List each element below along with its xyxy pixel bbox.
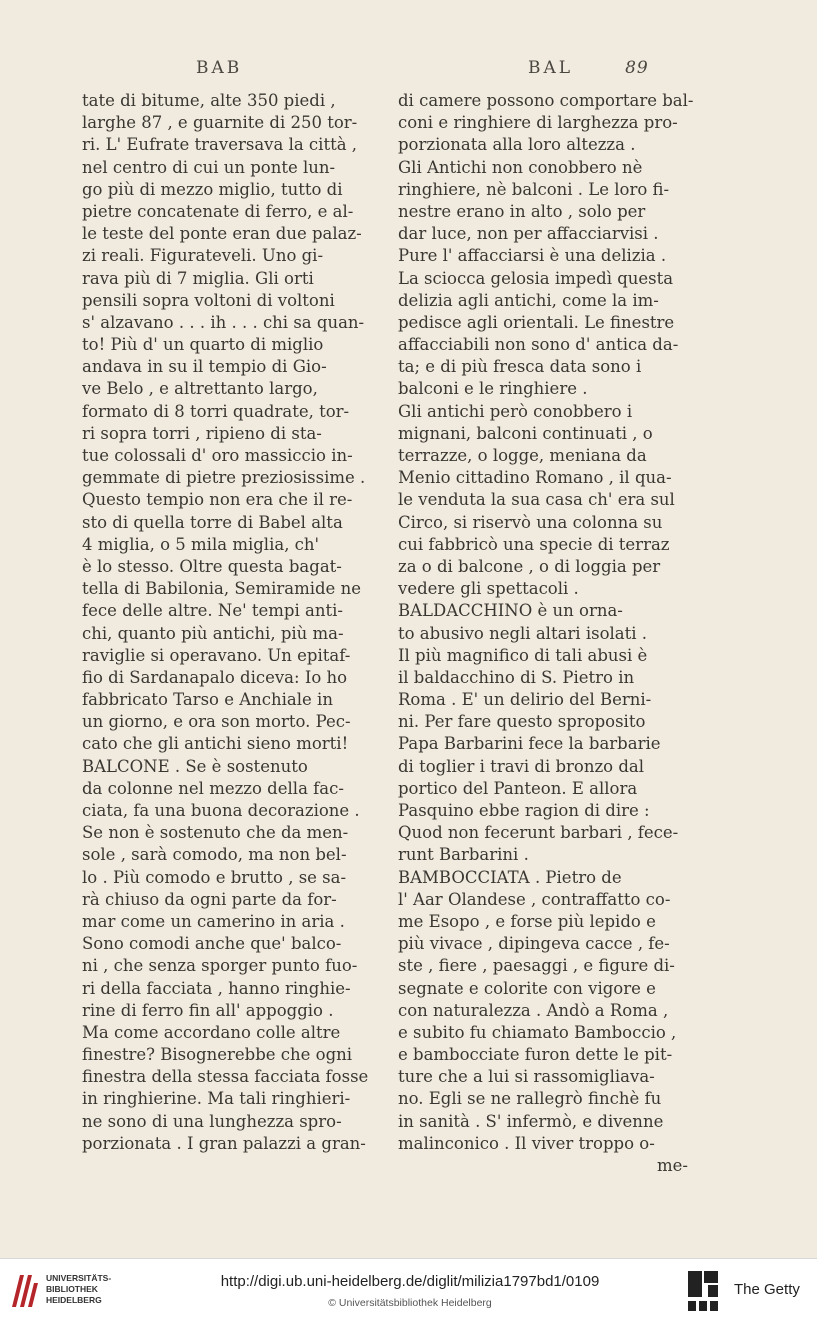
text-line: fabbricato Tarso e Anchiale in bbox=[82, 690, 333, 710]
text-line: fio di Sardanapalo diceva: Io ho bbox=[82, 667, 348, 687]
text-line: ture che a lui si rassomigliava- bbox=[398, 1067, 655, 1087]
text-line: ri della facciata , hanno ringhie- bbox=[82, 978, 351, 998]
text-line: ciata, fa una buona decorazione . bbox=[82, 801, 360, 820]
text-line: nestre erano in alto , solo per bbox=[398, 201, 646, 221]
text-line: La sciocca gelosia impedì questa bbox=[398, 268, 674, 288]
text-line: formato di 8 torri quadrate, tor- bbox=[82, 401, 350, 421]
text-line: larghe 87 , e guarnite di 250 tor- bbox=[82, 113, 358, 133]
text-line: runt Barbarini . bbox=[398, 845, 529, 865]
library-line: HEIDELBERG bbox=[46, 1295, 102, 1305]
text-line: fece delle altre. Ne' tempi anti- bbox=[82, 601, 343, 621]
text-line: Pure l' affacciarsi è una delizia . bbox=[398, 246, 667, 266]
text-line: l' Aar Olandese , contraffatto co- bbox=[398, 889, 671, 909]
text-line: tue colossali d' oro massiccio in- bbox=[82, 446, 353, 465]
text-line: sole , sarà comodo, ma non bel- bbox=[82, 845, 347, 865]
library-line: BIBLIOTHEK bbox=[46, 1284, 98, 1294]
text-line: lo . Più comodo e brutto , se sa- bbox=[82, 867, 347, 887]
text-line: un giorno, e ora son morto. Pec- bbox=[82, 712, 351, 732]
copyright-notice: © Universitätsbibliothek Heidelberg bbox=[328, 1297, 492, 1309]
text-line: Se non è sostenuto che da men- bbox=[82, 823, 349, 843]
text-line: nel centro di cui un ponte lun- bbox=[82, 157, 336, 177]
catchword: me- bbox=[657, 1156, 688, 1175]
text-line: ni , che senza sporger punto fuo- bbox=[82, 956, 358, 976]
page-number: 89 bbox=[625, 58, 649, 78]
text-line: e subito fu chiamato Bamboccio , bbox=[398, 1022, 677, 1042]
text-line: ri. L' Eufrate traversava la città , bbox=[82, 135, 358, 155]
library-line: UNIVERSITÄTS- bbox=[46, 1273, 112, 1283]
text-line: to abusivo negli altari isolati . bbox=[398, 623, 648, 643]
text-line: no. Egli se ne rallegrò finchè fu bbox=[398, 1089, 662, 1109]
text-line: Il più magnifico di tali abusi è bbox=[398, 645, 648, 665]
permalink-url[interactable]: http://digi.ub.uni-heidelberg.de/diglit/milizia1797bd1/0109 bbox=[220, 1273, 600, 1290]
text-line: segnate e colorite con vigore e bbox=[398, 978, 656, 998]
text-line: Circo, si riservò una colonna su bbox=[398, 512, 663, 532]
text-line: pietre concatenate di ferro, e al- bbox=[82, 201, 354, 221]
text-line: ne sono di una lunghezza spro- bbox=[82, 1111, 342, 1131]
text-line: gemmate di pietre preziosissime . bbox=[82, 468, 366, 488]
text-line: finestra della stessa facciata fosse bbox=[82, 1067, 369, 1087]
text-line: ste , fiere , paesaggi , e figure di- bbox=[398, 956, 675, 976]
text-line: cato che gli antichi sieno morti! bbox=[82, 734, 349, 754]
text-line: BALCONE . Se è sostenuto bbox=[82, 756, 308, 776]
getty-logo[interactable] bbox=[686, 1269, 810, 1313]
text-line: cui fabbricò una specie di terraz bbox=[398, 534, 670, 554]
text-line: BAMBOCCIATA . Pietro de bbox=[398, 867, 622, 887]
text-line: s' alzavano . . . ih . . . chi sa quan- bbox=[82, 312, 365, 332]
text-line: ni. Per fare questo sproposito bbox=[398, 712, 646, 732]
text-line: zi reali. Figurateveli. Uno gi- bbox=[82, 246, 324, 266]
text-line: in sanità . S' infermò, e divenne bbox=[398, 1111, 664, 1131]
text-line: mar come un camerino in aria . bbox=[82, 911, 345, 931]
text-line: balconi e le ringhiere . bbox=[398, 379, 588, 399]
text-line: ve Belo , e altrettanto largo, bbox=[82, 379, 318, 399]
text-line: me Esopo , e forse più lepido e bbox=[398, 911, 656, 931]
text-line: di toglier i travi di bronzo dal bbox=[398, 756, 645, 776]
text-line: Roma . E' un delirio del Berni- bbox=[398, 690, 652, 710]
text-line: finestre? Bisognerebbe che ogni bbox=[82, 1045, 353, 1065]
text-line: Quod non fecerunt barbari , fece- bbox=[398, 823, 679, 843]
text-line: portico del Panteon. E allora bbox=[398, 778, 638, 798]
right-column bbox=[398, 90, 694, 1177]
text-line: tate di bitume, alte 350 piedi , bbox=[82, 91, 336, 110]
text-line: 4 miglia, o 5 mila miglia, ch' bbox=[82, 534, 320, 554]
running-head-left: BAB bbox=[196, 58, 243, 78]
text-line: za o di balcone , o di loggia per bbox=[398, 556, 661, 576]
text-line: e bambocciate furon dette le pit- bbox=[398, 1045, 673, 1065]
text-line: chi, quanto più antichi, più ma- bbox=[82, 623, 344, 643]
text-line: da colonne nel mezzo della fac- bbox=[82, 778, 344, 798]
viewer-footer bbox=[0, 1258, 817, 1321]
text-line: ringhiere, nè balconi . Le loro fi- bbox=[398, 179, 670, 199]
text-line: go più di mezzo miglio, tutto di bbox=[82, 179, 343, 199]
text-line: Papa Barbarini fece la barbarie bbox=[398, 734, 661, 754]
text-line: malinconico . Il viver troppo o- bbox=[398, 1133, 655, 1153]
text-line: Questo tempio non era che il re- bbox=[82, 490, 353, 510]
text-line: più vivace , dipingeva cacce , fe- bbox=[398, 934, 670, 954]
running-head-right-text: BAL bbox=[528, 58, 574, 78]
text-line: il baldacchino di S. Pietro in bbox=[398, 667, 635, 687]
text-line: porzionata . I gran palazzi a gran- bbox=[82, 1133, 366, 1153]
text-line: mignani, balconi continuati , o bbox=[398, 423, 653, 443]
text-line: porzionata alla loro altezza . bbox=[398, 135, 636, 155]
text-line: le venduta la sua casa ch' era sul bbox=[398, 490, 675, 510]
left-column bbox=[82, 90, 372, 1155]
heidelberg-logo[interactable] bbox=[8, 1271, 208, 1311]
text-line: coni e ringhiere di larghezza pro- bbox=[398, 113, 678, 133]
text-line: Pasquino ebbe ragion di dire : bbox=[398, 801, 650, 820]
text-line: di camere possono comportare bal- bbox=[398, 91, 694, 110]
text-line: Gli antichi però conobbero i bbox=[398, 401, 633, 421]
text-line: Gli Antichi non conobbero nè bbox=[398, 157, 643, 177]
heidelberg-logo-text bbox=[46, 1273, 111, 1306]
text-line: rava più di 7 miglia. Gli orti bbox=[82, 268, 314, 288]
text-line: rine di ferro fin all' appoggio . bbox=[82, 1000, 334, 1020]
getty-logo-icon bbox=[686, 1269, 722, 1313]
text-line: affacciabili non sono d' antica da- bbox=[398, 335, 679, 355]
text-line: sto di quella torre di Babel alta bbox=[82, 512, 343, 532]
text-line: le teste del ponte eran due palaz- bbox=[82, 224, 362, 244]
text-line: BALDACCHINO è un orna- bbox=[398, 601, 623, 621]
text-line: tella di Babilonia, Semiramide ne bbox=[82, 579, 361, 599]
text-line: to! Più d' un quarto di miglio bbox=[82, 335, 324, 355]
text-line: vedere gli spettacoli . bbox=[398, 579, 579, 599]
text-line: è lo stesso. Oltre questa bagat- bbox=[82, 556, 342, 576]
text-line: pensili sopra voltoni di voltoni bbox=[82, 290, 335, 310]
text-line: raviglie si operavano. Un epitaf- bbox=[82, 645, 351, 665]
text-line: andava in su il tempio di Gio- bbox=[82, 357, 327, 377]
text-line: Menio cittadino Romano , il qua- bbox=[398, 468, 672, 488]
text-line: dar luce, non per affacciarvisi . bbox=[398, 224, 659, 244]
text-line: ri sopra torri , ripieno di sta- bbox=[82, 423, 322, 443]
text-line: rà chiuso da ogni parte da for- bbox=[82, 889, 337, 909]
text-line: pedisce agli orientali. Le finestre bbox=[398, 312, 675, 332]
running-head-right bbox=[528, 58, 649, 78]
text-line: ta; e di più fresca data sono i bbox=[398, 357, 642, 377]
getty-label: The Getty bbox=[734, 1281, 800, 1298]
heidelberg-logo-icon bbox=[8, 1271, 40, 1311]
text-line: Ma come accordano colle altre bbox=[82, 1022, 341, 1042]
text-line: Sono comodi anche que' balco- bbox=[82, 934, 342, 954]
text-line: delizia agli antichi, come la im- bbox=[398, 290, 659, 310]
text-line: terrazze, o logge, meniana da bbox=[398, 446, 647, 465]
text-line: in ringhierine. Ma tali ringhieri- bbox=[82, 1089, 351, 1109]
text-line: con naturalezza . Andò a Roma , bbox=[398, 1000, 669, 1020]
